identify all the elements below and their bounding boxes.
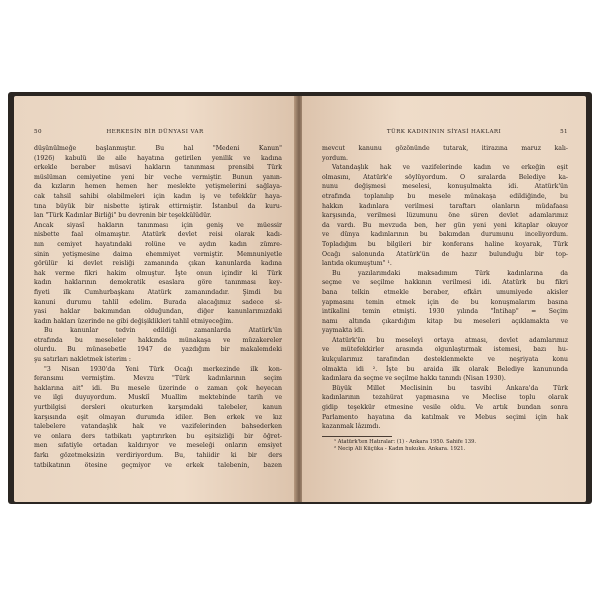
text-line: görülür ki devlet reisliği zamanında çıkan kanunlarda kadına bbox=[34, 260, 282, 268]
text-line: kadınlarının tezahürat yapmasına ve Meclise toplu olarak bbox=[322, 394, 568, 402]
text-line: mevcut kanunu gözönünde tutarak, itirazına maruz kalı- bbox=[322, 145, 568, 152]
text-line: cak tahsil sahibi olabilmeleri için kadın iş ve tefekkür haya- bbox=[34, 192, 282, 200]
text-line: düşünülmeğe başlanmıştır. Bu hal "Medeni Kanun" bbox=[34, 145, 282, 152]
text-line: ve dünya kadınlarının bu bakımdan durumunu inceliyordum. bbox=[322, 231, 568, 239]
text-line: Topladığım bu bilgileri bir konferans haline koyarak, Türk bbox=[322, 240, 568, 248]
text-line: yordum. bbox=[322, 154, 348, 162]
text-line: kanuni durumu tahlil edelim. Burada alacağımız sadece si- bbox=[34, 298, 282, 306]
text-line: tına büyük bir nisbette iştirak ettirmiştir. İstanbul da kuru- bbox=[34, 202, 282, 210]
text-line: Vatandaşlık hak ve vazifelerinde kadın ve erkeğin eşit bbox=[332, 164, 568, 172]
text-line: intikalini temin etmişti. 1930 yılında "İntihap" = Seçim bbox=[322, 308, 568, 316]
text-line: haklarına ait" idi. Bu mesele üzerinde o zaman çok heyecan bbox=[34, 384, 282, 392]
text-line: tatbikatının ötesine geçmiyor ve erkek talebenin, bazen bbox=[34, 461, 282, 469]
text-line: da vardı. Bu mevzuda ben, her gün yeni yeni kitaplar okuyor bbox=[322, 221, 568, 229]
text-line: feransımı vermiştim. Mevzu "Türk kadınlarının seçim bbox=[34, 375, 282, 383]
text-line: etrafında toplanılıp bu mesele münakaşa edildiğinde, bu bbox=[322, 192, 568, 200]
text-line: yaymakta idi. bbox=[322, 327, 365, 335]
text-line: etrafında bu meseleler hakkında münakaşa ve müzakereler bbox=[34, 336, 282, 344]
text-line: hak verme fikri hakim olmuştur. İşte onun içindir ki Türk bbox=[34, 269, 282, 277]
text-line: Bu yazılarımdaki maksadımım Türk kadınlarına da bbox=[332, 269, 568, 277]
text-line: ve onlara ders tatbikatı yaptırırken bu eşitsizliği bir öğret- bbox=[34, 432, 282, 440]
footnote: ¹ Atatürk'ten Hatıralar: (1) - Ankara 1950. Sahife 139. bbox=[334, 438, 477, 445]
text-line: yurtbilgisi dersleri okuturken karşımdaki talebeler, kanun bbox=[34, 404, 282, 412]
text-line: olmakta idi ². İşte bu araida ilk olarak Belediye kanununda bbox=[322, 365, 568, 373]
text-line: sinin yetişmesine daima ehemmiyet vermiştir. Memnuniyetle bbox=[34, 250, 282, 258]
text-line: talebelere vatandaşlık hak ve vazifelerinden bahsederken bbox=[34, 423, 282, 431]
text-line: karşısında eşit olmayan durumda idiler. Ben erkek ve kız bbox=[34, 413, 282, 421]
text-line: kadın hakları üzerinde ne gibi değişiklikleri tahlil etmiyeceğim. bbox=[34, 317, 234, 325]
page-number: 50 bbox=[34, 129, 42, 135]
text-line: lantıda okumuştum" ¹. bbox=[322, 260, 392, 268]
text-line: ve ilgi duyuyordum. Muskiî Muallim mektebinde tarih ve bbox=[34, 394, 282, 402]
text-line: "3 Nisan 1930'da Yeni Türk Ocağı merkezinde ilk kon- bbox=[44, 365, 282, 373]
running-head: HERKESİN BİR DÜNYASI VAR bbox=[106, 129, 204, 135]
text-line: farkı gözetmeksizin verdiriyordum. Bu, tahiidir ki bir ders bbox=[34, 452, 282, 459]
text-line: men sıfatiyle ortadan kaldırıyor ve meseleği onların emsiyet bbox=[34, 442, 282, 450]
text-line: olurdu. Bu münasebetle 1947 de yazdığım bir makalemdeki bbox=[34, 346, 282, 354]
text-line: nın cemiyet hayatındaki rolüne ve aydın kadın zümre- bbox=[34, 240, 282, 248]
text-line: Bu kanunlar tedvin edildiği zamanlarda Atatürk'ün bbox=[44, 327, 282, 335]
text-line: Ancak siyasî hakların tanınması için geniş ve müessir bbox=[34, 221, 282, 229]
text-line: Atatürk'ün bu meseleyi ortaya atması, devlet adamlarımız bbox=[332, 336, 568, 344]
text-line: lan "Türk Kadınlar Birliği" bu devrenin bir teşekkülüdür. bbox=[34, 212, 212, 220]
text-line: kadınlara da seçme ve seçilme hakkı tanındı (Nisan 1930). bbox=[322, 375, 506, 383]
left-page bbox=[14, 96, 296, 502]
text-line: müslüman cemiyetine yeni bir veche vermiştir. Bunun yanın- bbox=[34, 173, 282, 181]
right-page-text bbox=[322, 144, 568, 454]
text-line: kukçularımız tarafından desteklenmekte ve neşriyata konu bbox=[322, 356, 568, 364]
page-number: 51 bbox=[560, 129, 568, 135]
running-head: TÜRK KADINININ SİYASİ HAKLARI bbox=[386, 129, 502, 135]
text-line: ve mütefekkirler arasında olgunlaştırmak istemesi, bazı hu- bbox=[322, 346, 568, 354]
text-line: seçme ve seçilme hakkının verilmesi idi. Atatürk bu fikri bbox=[322, 279, 568, 287]
text-line: fiyeti ilk Cumhurbaşkanı Atatürk zamanındadır. Şimdi bu bbox=[34, 288, 282, 296]
text-line: şu satırları nakletmek isterim : bbox=[34, 356, 131, 364]
text-line: yasi haklar bakımından olduğundan, diğer kanunlarımızdaki bbox=[34, 308, 282, 316]
text-line: erkekle beraber müsavi hakların tanınması prensibi Türk bbox=[34, 164, 282, 172]
text-line: olmasını, Atatürk'e söylüyordum. O sıralarda Belediye ka- bbox=[322, 173, 568, 181]
right-page bbox=[302, 96, 586, 502]
text-line: namı altında çıkardığım kitap bu meseleri açıklamakta ve bbox=[322, 317, 568, 325]
text-line: kazanmak lâzımdı. bbox=[322, 423, 381, 431]
text-line: hakkın kadınlara verilmesi taraftarı olanların müdafaası bbox=[322, 202, 568, 210]
text-line: (1926) kabulü ile aile hayatına getirilen yenilik ve kadına bbox=[34, 154, 282, 162]
text-line: gidip teşekkür etmesine vesile oldu. Ve artık bundan sonra bbox=[322, 404, 568, 412]
text-line: yapmasını temin etmek için de bu konuşmalarım basına bbox=[322, 298, 568, 306]
footnote: ² Necip Ali Küçüka - Kadın hukuku. Ankara. 1921. bbox=[334, 446, 466, 453]
text-line: karşısında, verilmesi lüzumunu öne süren devlet adamlarımız bbox=[322, 212, 568, 220]
text-line: nisbette faal olmamıştır. Atatürk devlet reisi olarak kadı- bbox=[34, 231, 282, 239]
text-line: Büyük Millet Meclisinin bu tasvibi Ankara'da Türk bbox=[332, 384, 568, 392]
text-line: kadın haklarının demokratik esaslara göre tanınması key- bbox=[34, 279, 282, 287]
text-line: nunu değişmesi meselesi, konuşulmakta idi. Atatürk'ün bbox=[322, 183, 568, 191]
footnote-rule bbox=[322, 436, 392, 437]
text-line: bana telkin etmekle beraber, efkârı umumiyede akisler bbox=[322, 288, 568, 296]
text-line: Ocağı salonunda Atatürk'ün de hazır bulunduğu bir top- bbox=[322, 250, 568, 258]
text-line: Parlamento hayatına da katılmak ve Mebus seçimi için hak bbox=[322, 413, 568, 421]
left-page-text bbox=[34, 144, 282, 470]
text-line: da kızların hemen hemen her meslekte yetişmelerini sağlaya- bbox=[34, 183, 282, 191]
